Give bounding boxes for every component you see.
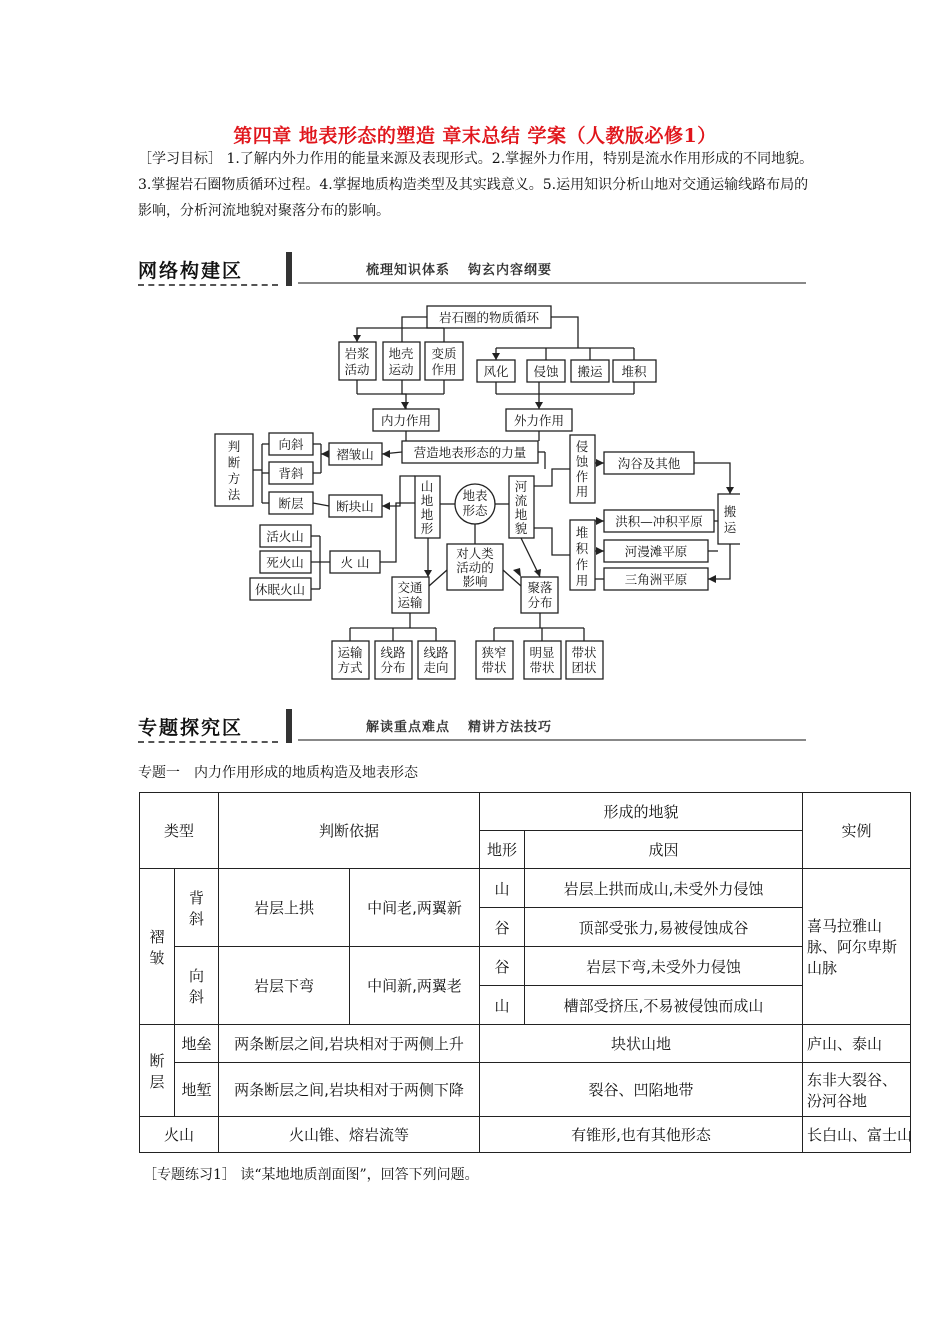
section-subtitle: 解读重点难点 [366, 720, 451, 735]
node-human-impact: 影响 [462, 574, 488, 589]
node-settlement: 分布 [527, 595, 553, 610]
node-dormant-volcano: 休眠火山 [254, 582, 306, 597]
node-erosion-action: 作 [575, 469, 589, 484]
cell-landform: 块状山地 [480, 1025, 803, 1063]
section-tag: 网络构建区 [138, 260, 244, 282]
node-gully: 沟谷及其他 [617, 456, 681, 471]
cell-landform: 有锥形,也有其他形态 [480, 1117, 803, 1153]
node-judgment-method: 方 [227, 471, 241, 486]
cell-example: 庐山、泰山 [803, 1025, 911, 1063]
node-surface-form: 形态 [462, 503, 488, 518]
node-weathering: 风化 [483, 364, 509, 379]
cell-basis: 火山锥、熔岩流等 [219, 1117, 480, 1153]
cell-terrain: 谷 [480, 908, 525, 947]
cell-cause: 顶部受张力,易被侵蚀成谷 [525, 908, 803, 947]
node-transport: 搬运 [577, 364, 603, 379]
node-anticline: 背斜 [278, 466, 304, 481]
cell-landform: 裂谷、凹陷地带 [480, 1063, 803, 1117]
node-internal-force: 内力作用 [380, 413, 432, 428]
node-route-direction: 线路 [423, 645, 449, 660]
node-magma: 岩浆 [344, 346, 370, 361]
node-strip-cluster: 团状 [571, 660, 597, 675]
node-mountain-terrain: 地 [420, 493, 434, 508]
node-transportation: 交通 [397, 580, 423, 595]
type-graben: 地堑 [175, 1063, 219, 1117]
cell-example: 喜马拉雅山脉、阿尔卑斯山脉 [803, 869, 911, 1025]
node-river-landform: 流 [514, 493, 528, 508]
node-judgment-method: 法 [227, 487, 241, 502]
node-transportation: 运输 [397, 595, 423, 610]
node-transport-action: 搬 [723, 504, 737, 519]
section-banner-network [138, 252, 806, 292]
topic-heading: 专题一 内力作用形成的地质构造及地表形态 [138, 765, 418, 781]
cell-basis: 岩层下弯 [219, 947, 350, 1025]
node-deposition-action: 积 [575, 541, 589, 556]
cell-terrain: 山 [480, 869, 525, 908]
node-deposition-action: 用 [575, 573, 589, 588]
type-anticline: 背 斜 [175, 869, 219, 947]
cell-basis: 中间新,两翼老 [350, 947, 480, 1025]
type-fold: 褶 皱 [140, 869, 175, 1025]
node-shaping-forces: 营造地表形态的力量 [413, 445, 527, 460]
knowledge-diagram [200, 298, 740, 690]
node-magma: 活动 [344, 362, 370, 377]
node-judgment-method: 判 [227, 439, 241, 454]
node-route-distribution: 线路 [380, 645, 406, 660]
node-transport-mode: 方式 [337, 660, 363, 675]
type-fault: 断 层 [140, 1025, 175, 1117]
node-mountain-terrain: 地 [420, 507, 434, 522]
cell-terrain: 谷 [480, 947, 525, 986]
node-crust-movement: 地壳 [388, 346, 414, 361]
header-type: 类型 [140, 793, 219, 869]
section-banner-topics [138, 709, 806, 749]
node-obvious-strip: 明显 [529, 645, 555, 660]
node-deposition-action: 作 [575, 557, 589, 572]
node-syncline: 向斜 [278, 437, 304, 452]
node-block-mountain: 断块山 [336, 499, 374, 514]
node-delta: 三角洲平原 [624, 572, 688, 587]
node-surface-form: 地表 [462, 488, 488, 503]
cell-example: 长白山、富士山 [803, 1117, 911, 1153]
header-cause: 成因 [525, 831, 803, 869]
node-floodplain: 河漫滩平原 [624, 544, 688, 559]
node-crust-movement: 运动 [388, 362, 414, 377]
geologic-structure-table [139, 792, 911, 1153]
cell-basis: 两条断层之间,岩块相对于两侧下降 [219, 1063, 480, 1117]
node-route-distribution: 分布 [380, 660, 406, 675]
type-volcano: 火山 [140, 1117, 219, 1153]
section-subtitle: 精讲方法技巧 [468, 720, 553, 735]
node-active-volcano: 活火山 [266, 529, 304, 544]
header-terrain: 地形 [480, 831, 525, 869]
cell-cause: 岩层下弯,未受外力侵蚀 [525, 947, 803, 986]
learning-objectives: ［学习目标］ 1.了解内外力作用的能量来源及表现形式。2.掌握外力作用，特别是流水作用形成的不同地貌。3.掌握岩石圈物质循环过程。4.掌握地质构造类型及其实践意义。5.运用知识分析山地对交通运输线路布局的影响，分析河流地貌对聚落分布的影响。 [138, 151, 814, 219]
node-river-landform: 河 [514, 479, 528, 494]
cell-basis: 中间老,两翼新 [350, 869, 480, 947]
node-judgment-method: 断 [227, 455, 241, 470]
cell-cause: 岩层上拱而成山,未受外力侵蚀 [525, 869, 803, 908]
cell-basis: 两条断层之间,岩块相对于两侧上升 [219, 1025, 480, 1063]
node-deposition-action: 堆 [575, 525, 589, 540]
exercise-prompt: ［专题练习1］ 读“某地地质剖面图”，回答下列问题。 [143, 1167, 479, 1183]
node-mountain-terrain: 山 [420, 479, 434, 494]
node-deposition: 堆积 [621, 364, 647, 379]
node-fault: 断层 [278, 496, 304, 511]
node-rock-cycle: 岩石圈的物质循环 [438, 310, 540, 325]
node-route-direction: 走向 [423, 660, 449, 675]
node-erosion-action: 蚀 [575, 454, 589, 469]
type-horst: 地垒 [175, 1025, 219, 1063]
header-basis: 判断依据 [219, 793, 480, 869]
section-subtitle: 梳理知识体系 [366, 263, 451, 278]
node-transport-action: 运 [723, 520, 737, 535]
node-human-impact: 对人类 [456, 546, 494, 561]
node-river-landform: 貌 [514, 521, 528, 536]
node-metamorphism: 作用 [431, 362, 457, 377]
node-fold-mountain: 褶皱山 [336, 447, 374, 462]
section-tag: 专题探究区 [138, 717, 244, 739]
node-external-force: 外力作用 [513, 413, 565, 428]
node-river-landform: 地 [514, 507, 528, 522]
node-transport-mode: 运输 [337, 645, 363, 660]
node-erosion: 侵蚀 [533, 364, 559, 379]
node-mountain-terrain: 形 [420, 521, 434, 536]
header-example: 实例 [803, 793, 911, 869]
node-volcano: 火 山 [340, 555, 370, 570]
cell-cause: 槽部受挤压,不易被侵蚀而成山 [525, 986, 803, 1025]
type-syncline: 向 斜 [175, 947, 219, 1025]
cell-terrain: 山 [480, 986, 525, 1025]
node-erosion-action: 侵 [575, 439, 589, 454]
node-obvious-strip: 带状 [529, 660, 555, 675]
header-landform: 形成的地貌 [480, 793, 803, 831]
node-alluvial-fan: 洪积—冲积平原 [615, 514, 703, 529]
cell-example: 东非大裂谷、汾河谷地 [803, 1063, 911, 1117]
node-erosion-action: 用 [575, 484, 589, 499]
cell-basis: 岩层上拱 [219, 869, 350, 947]
section-subtitle: 钩玄内容纲要 [468, 263, 553, 278]
node-strip-cluster: 带状 [571, 645, 597, 660]
node-narrow-strip: 带状 [481, 660, 507, 675]
node-settlement: 聚落 [527, 580, 553, 595]
page-title: 第四章 地表形态的塑造 章末总结 学案（人教版必修1） [233, 125, 717, 147]
node-metamorphism: 变质 [431, 346, 457, 361]
node-human-impact: 活动的 [456, 560, 494, 575]
node-narrow-strip: 狭窄 [481, 645, 507, 660]
node-extinct-volcano: 死火山 [266, 555, 304, 570]
